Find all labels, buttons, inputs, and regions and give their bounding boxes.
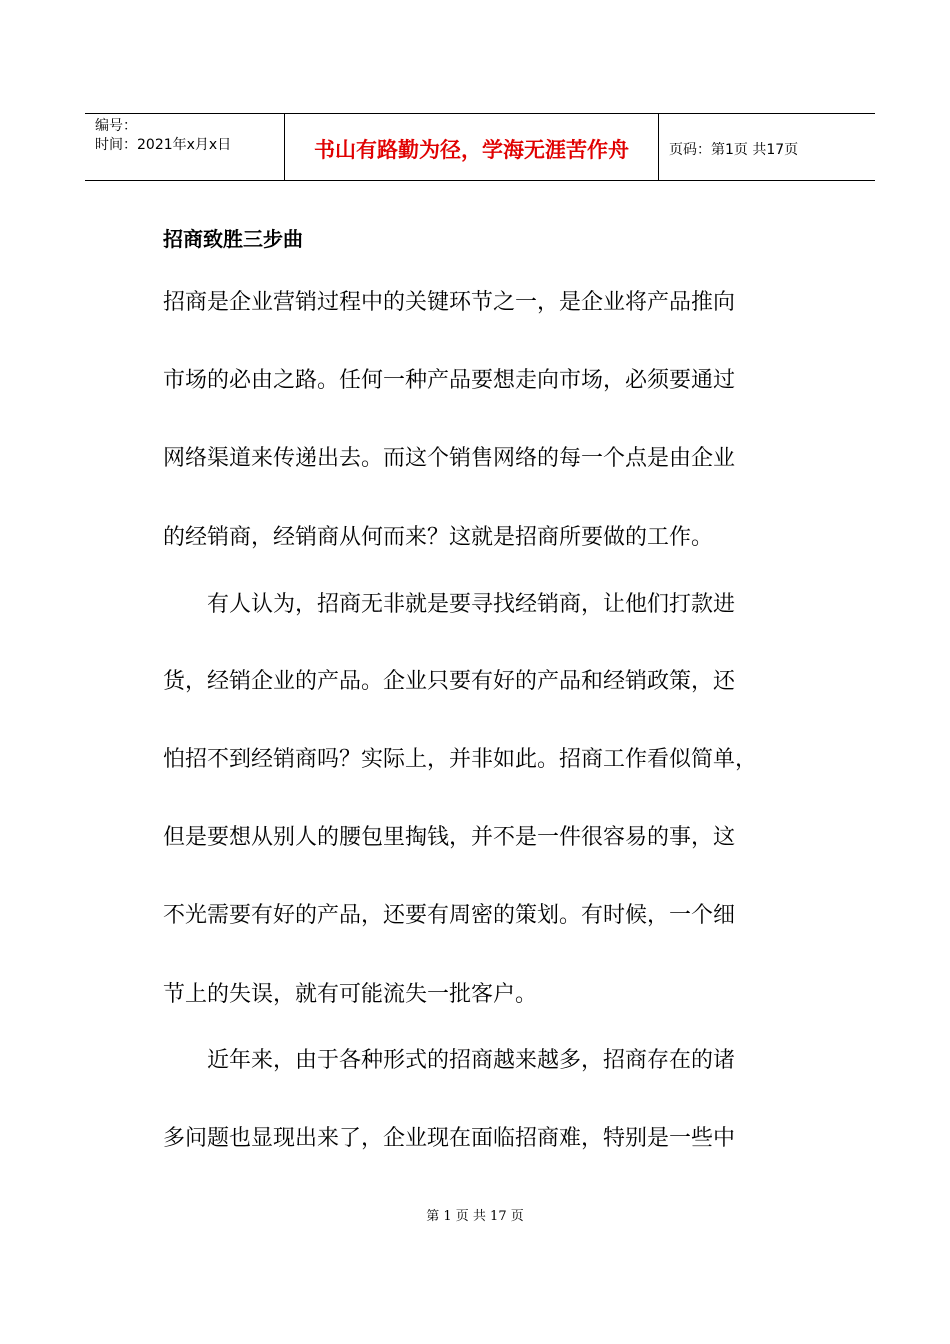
document-header: [85, 113, 875, 181]
body-line: 不光需要有好的产品，还要有周密的策划。有时候，一个细: [163, 903, 736, 928]
body-line: 但是要想从别人的腰包里掏钱，并不是一件很容易的事，这: [163, 825, 736, 850]
number-label: 编号：: [95, 118, 137, 134]
body-line: 节上的失误，就有可能流失一批客户。: [163, 982, 538, 1007]
body-line: 货，经销企业的产品。企业只要有好的产品和经销政策，还: [163, 669, 736, 694]
body-line: 网络渠道来传递出去。而这个销售网络的每一个点是由企业: [163, 446, 736, 471]
header-motto: 书山有路勤为径，学海无涯苦作舟: [285, 114, 659, 180]
date-label: 时间：2021年x月x日: [95, 137, 232, 153]
body-line: 招商是企业营销过程中的关键环节之一，是企业将产品推向: [163, 290, 736, 315]
body-line: 市场的必由之路。任何一种产品要想走向市场，必须要通过: [163, 368, 736, 393]
header-meta: [85, 114, 285, 180]
body-line: 有人认为，招商无非就是要寻找经销商，让他们打款进: [163, 592, 736, 617]
header-page-info: 页码：第1页 共17页: [669, 142, 799, 158]
document-title: 招商致胜三步曲: [163, 227, 303, 251]
body-line: 多问题也显现出来了，企业现在面临招商难，特别是一些中: [163, 1126, 736, 1151]
body-line: 近年来，由于各种形式的招商越来越多，招商存在的诸: [163, 1048, 736, 1073]
page-footer: 第 1 页 共 17 页: [426, 1209, 524, 1224]
body-line: 的经销商，经销商从何而来？这就是招商所要做的工作。: [163, 525, 714, 550]
body-line: 怕招不到经销商吗？实际上，并非如此。招商工作看似简单，: [163, 747, 758, 772]
